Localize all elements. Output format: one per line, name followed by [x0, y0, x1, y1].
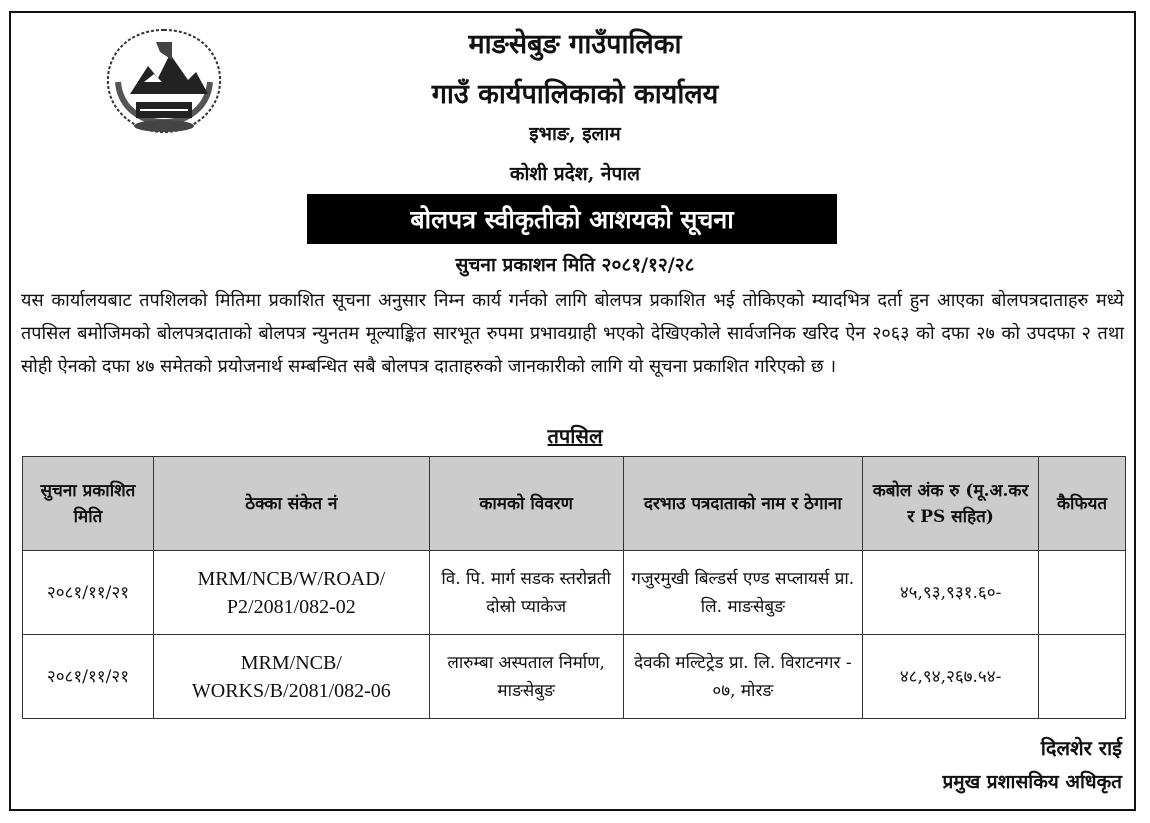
- municipality-name: माङसेबुङ गाउँपालिका: [468, 29, 682, 60]
- signatory-name: दिलशेर राई: [1040, 736, 1122, 760]
- table-row: [23, 635, 1126, 719]
- table-header-row: [23, 457, 1126, 551]
- bid-acceptance-table: [22, 456, 1126, 719]
- province-country: कोशी प्रदेश, नेपाल: [509, 163, 641, 185]
- cell-amount: ४५,९३,९३१.६०-: [863, 551, 1039, 635]
- header-work-description: कामको विवरण: [429, 457, 623, 551]
- cell-work-description: लारुम्बा अस्पताल निर्माण, माङसेबुङ: [429, 635, 623, 719]
- cell-remarks: [1039, 551, 1126, 635]
- cell-bidder: देवकी मल्टिट्रेड प्रा. लि. विराटनगर - ०७, मोरङ: [623, 635, 863, 719]
- cell-date: २०८१/११/२१: [23, 551, 154, 635]
- header-publication-date: सुचना प्रकाशित मिति: [23, 457, 154, 551]
- office-name: गाउँ कार्यपालिकाको कार्यालय: [431, 79, 719, 110]
- cell-amount: ४८,९४,२६७.५४-: [863, 635, 1039, 719]
- cell-contract-code: MRM/NCB/W/ROAD/ P2/2081/082-02: [153, 551, 429, 635]
- header-remarks: कैफियत: [1039, 457, 1126, 551]
- office-location: इभाङ, इलाम: [529, 123, 621, 145]
- header-contract-code: ठेक्का संकेत नं: [153, 457, 429, 551]
- section-title-text: तपसिल: [547, 424, 603, 448]
- cell-work-description: वि. पि. मार्ग सडक स्तरोन्नती दोस्रो प्याकेज: [429, 551, 623, 635]
- publication-date: सुचना प्रकाशन मिति २०८१/१२/२८: [455, 254, 695, 276]
- notice-body-text: यस कार्यालयबाट तपशिलको मितिमा प्रकाशित सूचना अनुसार निम्न कार्य गर्नको लागि बोलपत्र प्रकाशित भई तोकिएको म्यादभित्र दर्ता हुन आएका बोलपत्रदाताहरु मध्ये तपसिल बमोजिमको बोलपत्रदाताको बोलपत्र न्युनतम मूल्याङ्कित सारभूत रुपमा प्रभावग्राही भएको देखिएकोले सार्वजनिक खरिद ऐन २०६३ को दफा २७ को उपदफा २ तथा सोही ऐनको दफा ४७ समेतको प्रयोजनार्थ सम्बन्धित सबै बोलपत्र दाताहरुको जानकारीको लागि यो सूचना प्रकाशित गरिएको छ ।: [21, 290, 1124, 377]
- header-bidder-name-address: दरभाउ पत्रदाताको नाम र ठेगाना: [623, 457, 863, 551]
- header-bid-amount: कबोल अंक रु (मू.अ.कर र PS सहित): [863, 457, 1039, 551]
- cell-bidder: गजुरमुखी बिल्डर्स एण्ड सप्लायर्स प्रा. लि. माङसेबुङ: [623, 551, 863, 635]
- table-row: [23, 551, 1126, 635]
- cell-remarks: [1039, 635, 1126, 719]
- notice-title-banner: बोलपत्र स्वीकृतीको आशयको सूचना: [307, 194, 837, 244]
- section-title: [0, 422, 1150, 449]
- cell-contract-code: MRM/NCB/ WORKS/B/2081/082-06: [153, 635, 429, 719]
- cell-date: २०८१/११/२१: [23, 635, 154, 719]
- signatory-title: प्रमुख प्रशासकिय अधिकृत: [942, 771, 1122, 793]
